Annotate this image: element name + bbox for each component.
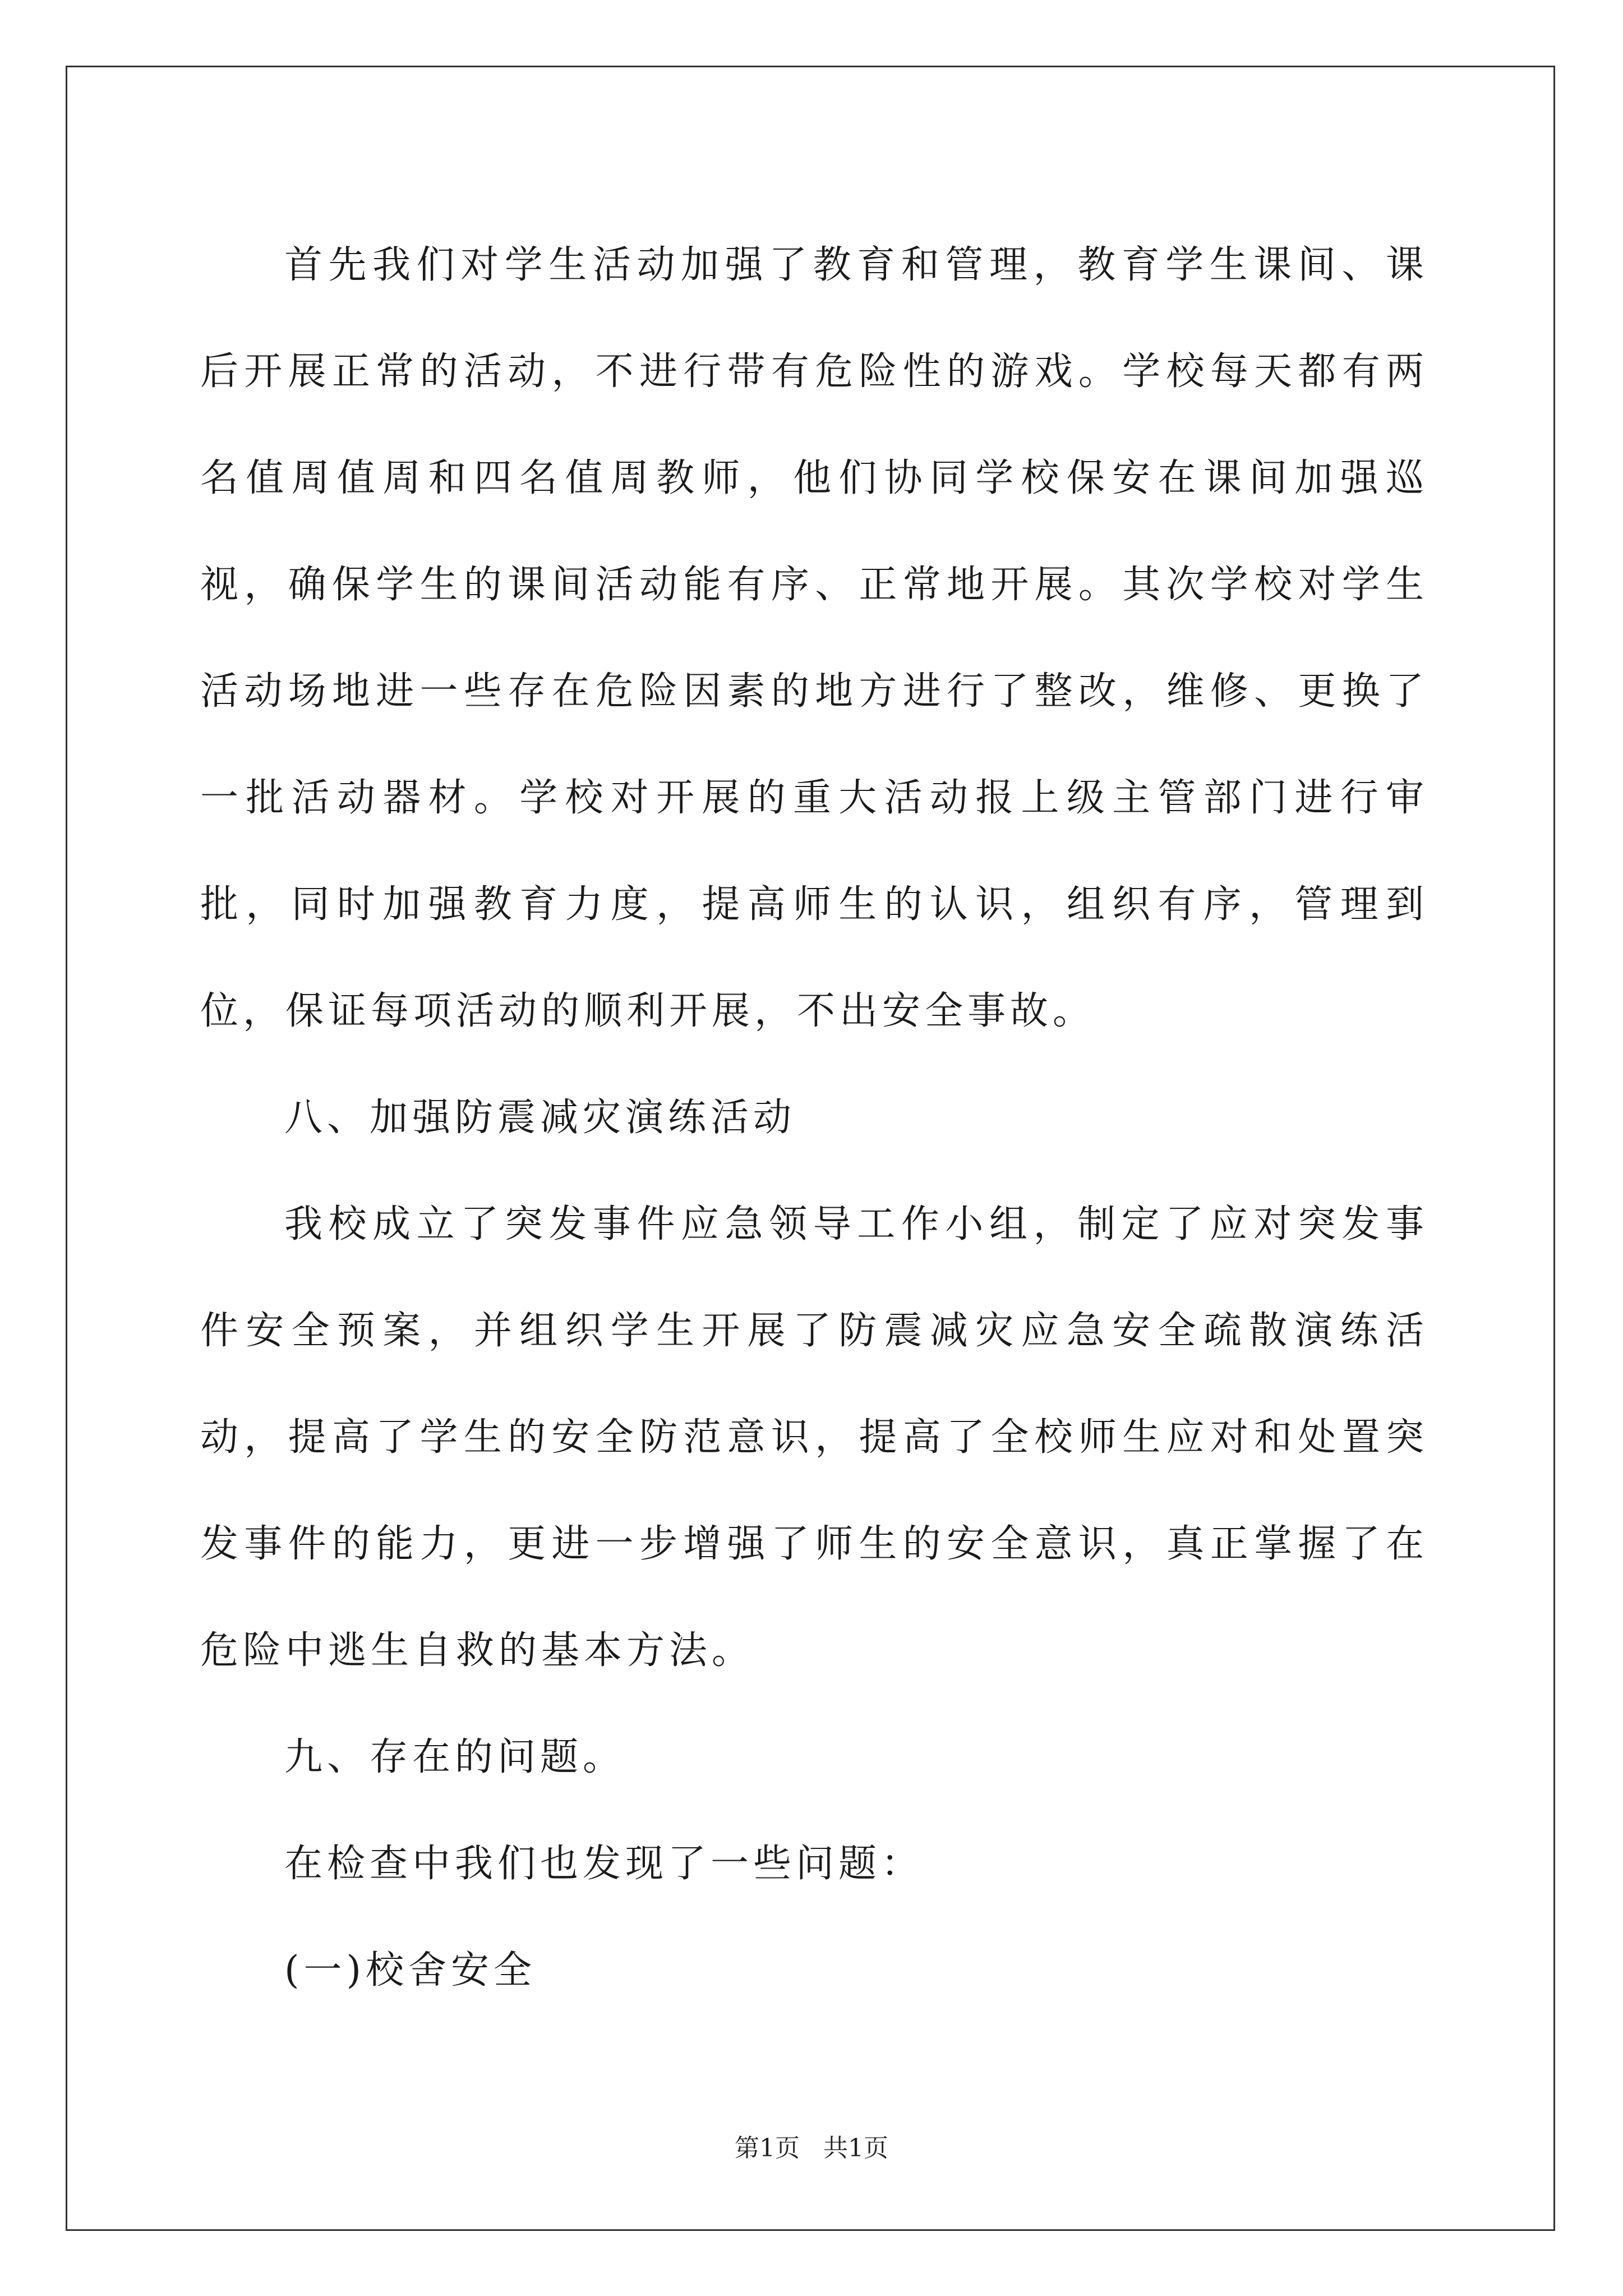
paragraph-school-activities: 首先我们对学生活动加强了教育和管理，教育学生课间、课后开展正常的活动，不进行带有危险性的游戏。学校每天都有两名值周值周和四名值周教师，他们协同学校保安在课间加强巡视，确保学生的课间活动能有序、正常地开展。其次学校对学生活动场地进一些存在危险因素的地方进行了整改，维修、更换了一批活动器材。学校对开展的重大活动报上级主管部门进行审批，同时加强教育力度，提高师生的认识，组织有序，管理到位，保证每项活动的顺利开展，不出安全事故。 bbox=[200, 243, 1428, 1033]
heading-building-safety: (一)校舍安全 bbox=[284, 1948, 537, 1993]
paragraph-problems-intro: 在检查中我们也发现了一些问题： bbox=[284, 1842, 924, 1886]
total-page-count: 共1页 bbox=[823, 2134, 888, 2162]
document-body bbox=[200, 212, 1428, 2024]
heading-earthquake-drill: 八、加强防震减灾演练活动 bbox=[284, 1096, 796, 1140]
page-footer bbox=[0, 2132, 1623, 2165]
heading-existing-problems: 九、存在的问题。 bbox=[284, 1735, 626, 1779]
paragraph-emergency-plan: 我校成立了突发事件应急领导工作小组，制定了应对突发事件安全预案，并组织学生开展了防震减灾应急安全疏散演练活动，提高了学生的安全防范意识，提高了全校师生应对和处置突发事件的能力，更进一步增强了师生的安全意识，真正掌握了在危险中逃生自救的基本方法。 bbox=[200, 1202, 1428, 1673]
current-page-number: 第1页 bbox=[735, 2134, 800, 2162]
